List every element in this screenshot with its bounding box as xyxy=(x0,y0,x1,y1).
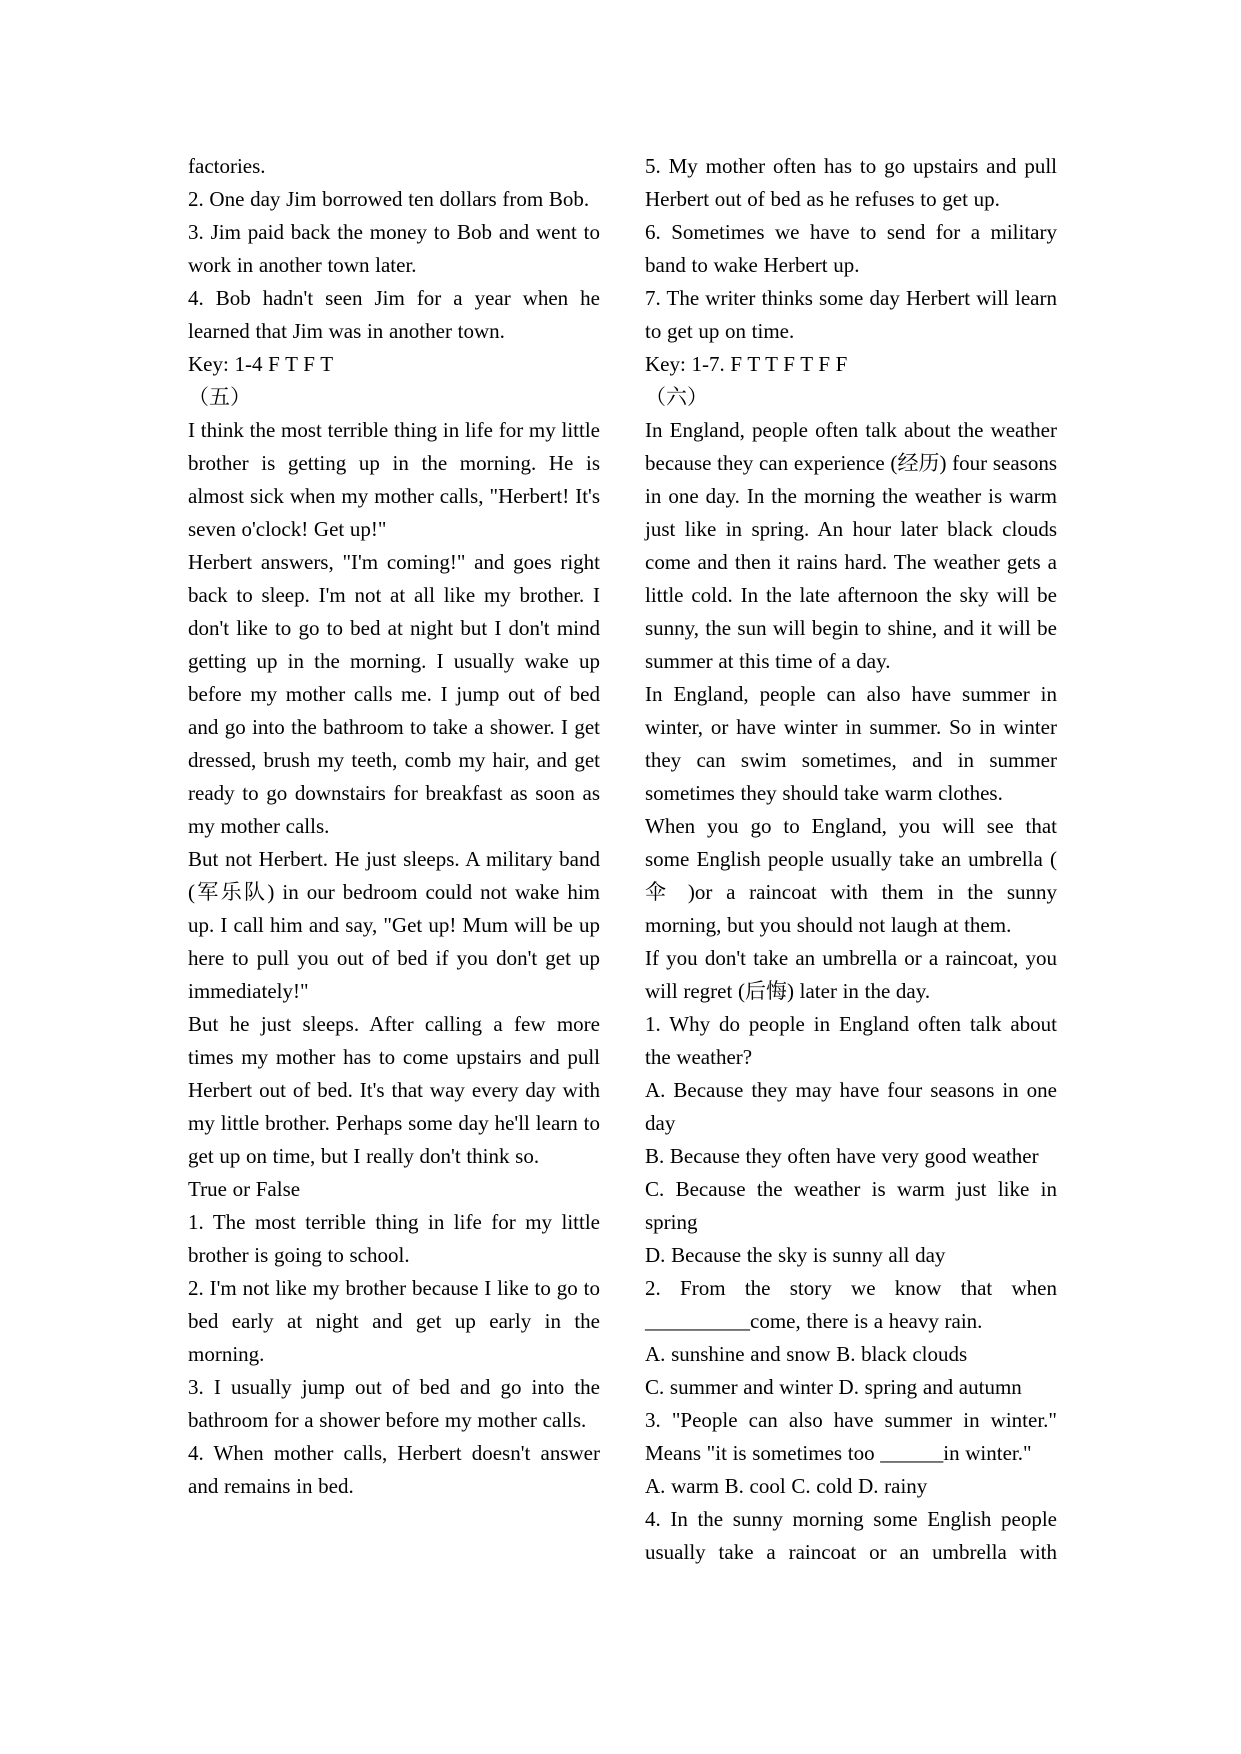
paragraph: factories. xyxy=(188,154,266,178)
paragraph: 2. From the story we know that when __________come, there is a heavy rain. xyxy=(645,1276,1057,1333)
right-text-column xyxy=(645,150,1057,1569)
paragraph: 7. The writer thinks some day Herbert will learn to get up on time. xyxy=(645,286,1057,343)
paragraph: 1. The most terrible thing in life for my little brother is going to school. xyxy=(188,1210,600,1267)
paragraph: 6. Sometimes we have to send for a military band to wake Herbert up. xyxy=(645,220,1057,277)
paragraph: In England, people often talk about the weather because they can experience (经历) four seasons in one day. In the morning the weather is warm just like in spring. An hour later black clouds come and then it rains hard. The weather gets a little cold. In the late afternoon the sky will be sunny, the sun will begin to shine, and it will be summer at this time of a day. xyxy=(645,418,1057,673)
left-text-column xyxy=(188,150,600,1569)
paragraph: 4. When mother calls, Herbert doesn't answer and remains in bed. xyxy=(188,1441,600,1498)
paragraph: 3. "People can also have summer in winter." Means "it is sometimes too ______in winter." xyxy=(645,1408,1057,1465)
paragraph: If you don't take an umbrella or a raincoat, you will regret (后悔) later in the day. xyxy=(645,946,1057,1003)
paragraph: When you go to England, you will see that some English people usually take an umbrella ( 伞 )or a raincoat with them in the sunny morning, but you should not laugh at them. xyxy=(645,814,1057,937)
paragraph: 3. Jim paid back the money to Bob and went to work in another town later. xyxy=(188,220,600,277)
paragraph: 2. One day Jim borrowed ten dollars from Bob. xyxy=(188,187,590,211)
paragraph: A. Because they may have four seasons in one day xyxy=(645,1078,1057,1135)
paragraph: B. Because they often have very good weather xyxy=(645,1144,1039,1168)
paragraph: （五） xyxy=(188,385,251,409)
paragraph: 4. Bob hadn't seen Jim for a year when he learned that Jim was in another town. xyxy=(188,286,600,343)
paragraph: I think the most terrible thing in life for my little brother is getting up in the morning. He is almost sick when my mother calls, "Herbert! It's seven o'clock! Get up!" xyxy=(188,418,600,541)
paragraph: Herbert answers, "I'm coming!" and goes right back to sleep. I'm not at all like my brother. I don't like to go to bed at night but I don't mind getting up in the morning. I usually wake up before my mother calls me. I jump out of bed and go into the bathroom to take a shower. I get dressed, brush my teeth, comb my hair, and get ready to go downstairs for breakfast as soon as my mother calls. xyxy=(188,550,600,838)
paragraph: Key: 1-7. F T T F T F F xyxy=(645,352,848,376)
paragraph: 2. I'm not like my brother because I like to go to bed early at night and get up early in the morning. xyxy=(188,1276,600,1366)
paragraph: 4. In the sunny morning some English people usually take a raincoat or an umbrella with xyxy=(645,1507,1057,1564)
paragraph: （六） xyxy=(645,385,708,409)
paragraph: A. sunshine and snow B. black clouds xyxy=(645,1342,968,1366)
paragraph: True or False xyxy=(188,1177,301,1201)
paragraph: D. Because the sky is sunny all day xyxy=(645,1243,946,1267)
paragraph: But he just sleeps. After calling a few more times my mother has to come upstairs and pull Herbert out of bed. It's that way every day with my little brother. Perhaps some day he'll learn to get up on time, but I really don't think so. xyxy=(188,1012,600,1168)
paragraph: 1. Why do people in England often talk about the weather? xyxy=(645,1012,1057,1069)
paragraph: But not Herbert. He just sleeps. A military band (军乐队) in our bedroom could not wake him up. I call him and say, "Get up! Mum will be up here to pull you out of bed if you don't get up immediately!" xyxy=(188,847,600,1003)
paragraph: A. warm B. cool C. cold D. rainy xyxy=(645,1474,928,1498)
paragraph: C. summer and winter D. spring and autumn xyxy=(645,1375,1022,1399)
paragraph: Key: 1-4 F T F T xyxy=(188,352,334,376)
paragraph: 5. My mother often has to go upstairs and pull Herbert out of bed as he refuses to get up. xyxy=(645,154,1057,211)
paragraph: C. Because the weather is warm just like in spring xyxy=(645,1177,1057,1234)
paragraph: 3. I usually jump out of bed and go into the bathroom for a shower before my mother calls. xyxy=(188,1375,600,1432)
paragraph: In England, people can also have summer in winter, or have winter in summer. So in winter they can swim sometimes, and in summer sometimes they should take warm clothes. xyxy=(645,682,1057,805)
